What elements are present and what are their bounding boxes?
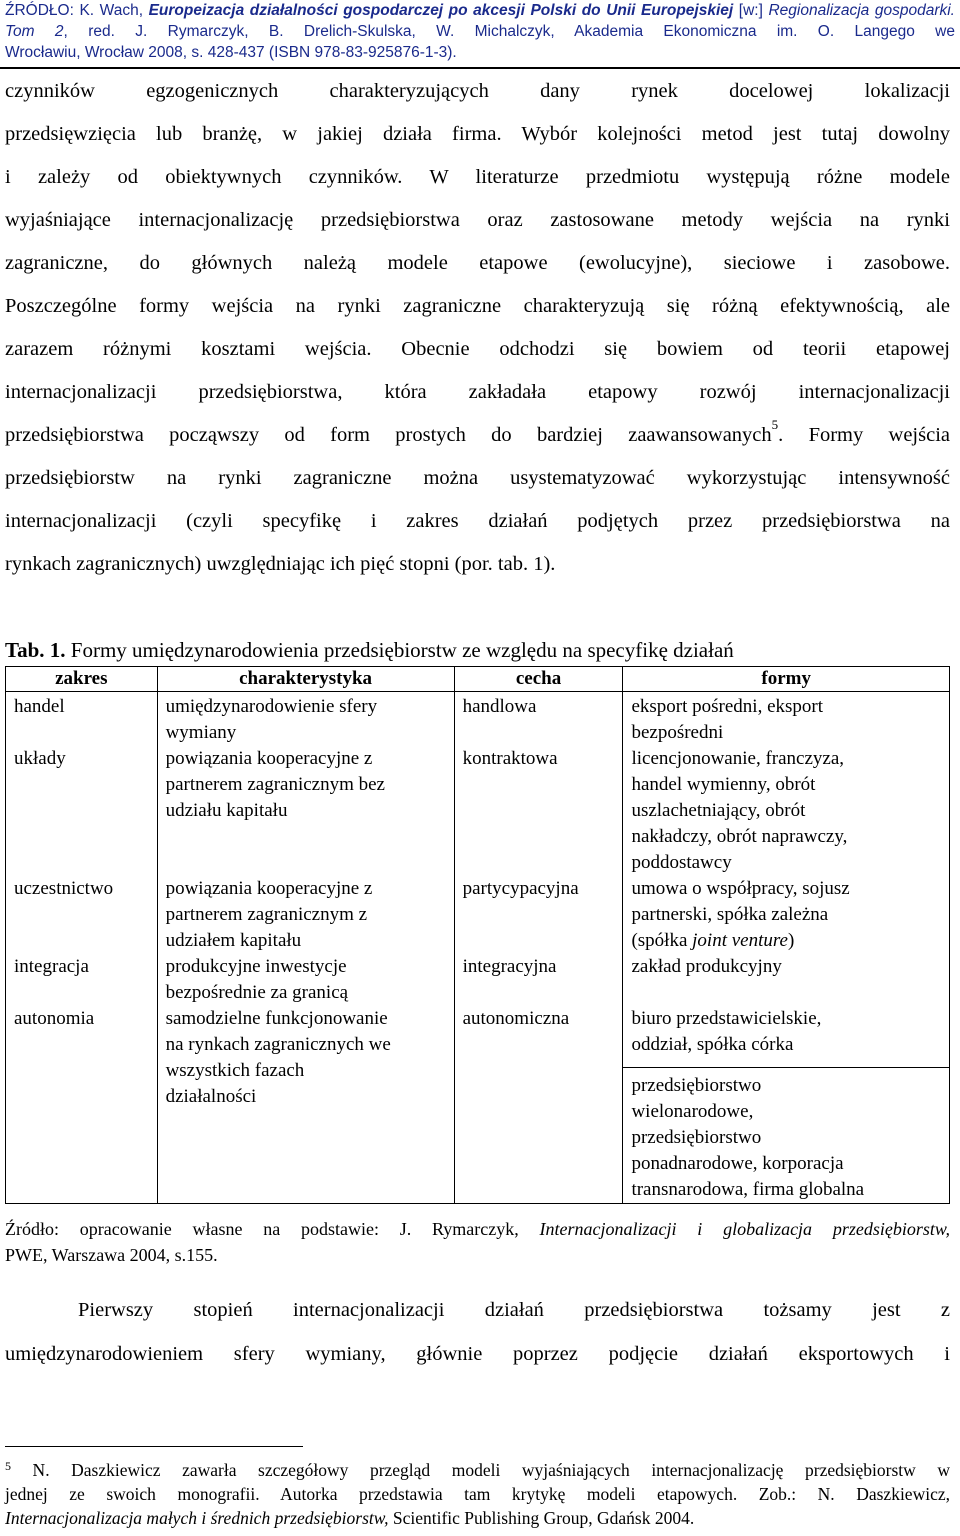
- cell-line: produkcyjne inwestycje: [165, 956, 347, 977]
- cell-formy: [623, 876, 950, 954]
- table-row: [6, 1006, 950, 1204]
- paragraph-line: internacjonalizacji (czyli specyfikę i zakres działań podjętych przez przedsiębiorstwa na: [5, 510, 950, 532]
- cell-text: (spółka: [631, 930, 693, 951]
- cell-line: samodzielne funkcjonowanie: [165, 1008, 388, 1029]
- table-row: [6, 954, 950, 1006]
- paragraph-line: przedsięwzięcia lub branżę, w jakiej działa firma. Wybór kolejności metod jest tutaj dowolny: [5, 123, 950, 145]
- table-row: [6, 692, 950, 747]
- cell-line: oddział, spółka córka: [631, 1034, 794, 1055]
- footnote-number: 5: [5, 1459, 11, 1473]
- paragraph-line: wyjaśniające internacjonalizację przedsiębiorstwa oraz zastosowane metody wejścia na rynki: [5, 209, 950, 231]
- cell-formy: [623, 692, 950, 747]
- cell-italic-text: joint venture: [692, 930, 788, 951]
- cell-line: eksport pośredni, eksport: [631, 696, 824, 717]
- cell-line: umowa o współpracy, sojusz: [631, 878, 850, 899]
- footnote-line: [5, 1506, 950, 1530]
- cell-line: zakład produkcyjny: [631, 956, 782, 977]
- source-prefix: ŹRÓDŁO: K. Wach,: [5, 2, 149, 19]
- table-source-line: [5, 1216, 950, 1242]
- cell-line: udziałem kapitału: [165, 930, 302, 951]
- cell-charakterystyka: [157, 1006, 454, 1204]
- line9-after: . Formy wejścia: [778, 424, 950, 446]
- cell-line: bezpośrednie za granicą: [165, 982, 349, 1003]
- paragraph-line: internacjonalizacji przedsiębiorstwa, która zakładała etapowy rozwój internacjonalizacji: [5, 381, 950, 403]
- cell-block: [623, 1006, 949, 1067]
- cell-cecha: handlowa: [454, 692, 623, 747]
- cell-cecha: autonomiczna: [454, 1006, 623, 1204]
- footnote-line: jednej ze swoich monografii. Autorka przedstawia tam krytykę modeli etapowych. Zob.: N. Daszkiewicz,: [5, 1484, 950, 1504]
- cell-line: wielonarodowe,: [631, 1101, 754, 1122]
- footnote-text: N. Daszkiewicz zawarła szczegółowy przegląd modeli wyjaśniających internacjonalizację przedsiębiorstw w: [11, 1460, 950, 1480]
- source-book-title: Regionalizacja gospodarki. Tom 2: [5, 2, 955, 40]
- cell-zakres: uczestnictwo: [6, 876, 158, 954]
- source-header: [5, 0, 955, 63]
- table-header-row: [6, 667, 950, 692]
- cell-line: działalności: [165, 1086, 257, 1107]
- header-zakres: zakres: [6, 667, 158, 692]
- cell-cecha: integracyjna: [454, 954, 623, 1006]
- source-in-marker: [w:]: [733, 2, 769, 19]
- cell-zakres: handel: [6, 692, 158, 747]
- paragraph-line: i zależy od obiektywnych czynników. W literaturze przedmiotu występują różne modele: [5, 166, 950, 188]
- table-source-line2: PWE, Warszawa 2004, s.155.: [5, 1245, 218, 1265]
- cell-line: transnarodowa, firma globalna: [631, 1179, 865, 1200]
- cell-formy: [623, 746, 950, 876]
- cell-line: partnerski, spółka zależna: [631, 904, 829, 925]
- paragraph-1: [5, 70, 950, 586]
- table-caption-text: Formy umiędzynarodowienia przedsiębiorstw ze względu na specyfikę działań: [65, 638, 734, 662]
- cell-cecha: partycypacyjna: [454, 876, 623, 954]
- cell-block: [623, 1067, 949, 1203]
- cell-line: powiązania kooperacyjne z: [165, 878, 373, 899]
- table-source: [5, 1216, 950, 1268]
- paragraph-line-footnote-ref: [5, 414, 950, 457]
- paragraph-line: przedsiębiorstw na rynki zagraniczne można usystematyzować wykorzystując intensywność: [5, 467, 950, 489]
- header-charakterystyka: charakterystyka: [157, 667, 454, 692]
- table-source-prefix: Źródło: opracowanie własne na podstawie: J. Rymarczyk,: [5, 1219, 540, 1239]
- forms-table: [5, 666, 950, 1204]
- header-rule: [0, 67, 960, 69]
- table-caption: [5, 636, 734, 664]
- cell-line: przedsiębiorstwo: [631, 1075, 762, 1096]
- table-caption-label: Tab. 1.: [5, 638, 66, 662]
- cell-line: licencjonowanie, franczyza,: [631, 748, 845, 769]
- cell-formy: [623, 954, 950, 1006]
- footnote: [5, 1458, 950, 1530]
- cell-line: partnerem zagranicznym bez: [165, 774, 385, 795]
- paragraph-2: [5, 1288, 950, 1376]
- table-row: [6, 746, 950, 876]
- cell-text: ): [788, 930, 795, 951]
- cell-line: poddostawcy: [631, 852, 732, 873]
- cell-line: wszystkich fazach: [165, 1060, 305, 1081]
- cell-line: na rynkach zagranicznych we: [165, 1034, 391, 1055]
- cell-line: powiązania kooperacyjne z: [165, 748, 373, 769]
- cell-line: bezpośredni: [631, 722, 724, 743]
- footnote-line: [5, 1458, 950, 1482]
- cell-charakterystyka: [157, 954, 454, 1006]
- paragraph-line: Poszczególne formy wejścia na rynki zagraniczne charakteryzują się różną efektywnością, ale: [5, 295, 950, 317]
- footnote-rule: [5, 1446, 303, 1447]
- header-formy: formy: [623, 667, 950, 692]
- paragraph-line: zarazem różnymi kosztami wejścia. Obecnie odchodzi się bowiem od teorii etapowej: [5, 338, 950, 360]
- cell-line: ponadnarodowe, korporacja: [631, 1153, 844, 1174]
- source-rest: , red. J. Rymarczyk, B. Drelich-Skulska, W. Michalczyk, Akademia Ekonomiczna im. O. Langego we: [63, 23, 955, 40]
- paragraph-line: zagraniczne, do głównych należą modele etapowe (ewolucyjne), sieciowe i zasobowe.: [5, 252, 950, 274]
- table-row: [6, 876, 950, 954]
- footnote-text: Scientific Publishing Group, Gdańsk 2004.: [388, 1508, 695, 1528]
- cell-line: udziału kapitału: [165, 800, 288, 821]
- header-cecha: cecha: [454, 667, 623, 692]
- cell-zakres: integracja: [6, 954, 158, 1006]
- cell-line: nakładczy, obrót naprawczy,: [631, 826, 848, 847]
- paragraph-line: umiędzynarodowieniem sfery wymiany, głównie poprzez podjęcie działań eksportowych i: [5, 1343, 950, 1365]
- cell-line: umiędzynarodowienie sfery: [165, 696, 378, 717]
- cell-zakres: układy: [6, 746, 158, 876]
- source-line3: Wrocławiu, Wrocław 2008, s. 428-437 (ISBN 978-83-925876-1-3).: [5, 44, 457, 61]
- cell-line: wymiany: [165, 722, 237, 743]
- cell-line: [631, 928, 949, 954]
- source-article-title: Europeizacja działalności gospodarczej po akcesji Polski do Unii Europejskiej: [148, 2, 734, 19]
- paragraph-line: rynkach zagranicznych) uwzględniając ich pięć stopni (por. tab. 1).: [5, 553, 556, 575]
- cell-line: biuro przedstawicielskie,: [631, 1008, 822, 1029]
- cell-line: uszlachetniający, obrót: [631, 800, 806, 821]
- footnote-ref[interactable]: 5: [771, 417, 779, 432]
- cell-cecha: kontraktowa: [454, 746, 623, 876]
- paragraph-line: Pierwszy stopień internacjonalizacji działań przedsiębiorstwa tożsamy jest z: [78, 1299, 950, 1321]
- table-source-title: Internacjonalizacji i globalizacja przedsiębiorstw,: [539, 1219, 951, 1239]
- cell-formy: [623, 1006, 950, 1204]
- paragraph-line: czynników egzogenicznych charakteryzujących dany rynek docelowej lokalizacji: [5, 80, 950, 102]
- cell-charakterystyka: [157, 876, 454, 954]
- cell-zakres: autonomia: [6, 1006, 158, 1204]
- line9-before: przedsiębiorstwa począwszy od form prostych do bardziej zaawansowanych: [5, 424, 772, 446]
- cell-line: partnerem zagranicznym z: [165, 904, 368, 925]
- cell-charakterystyka: [157, 746, 454, 876]
- cell-line: handel wymienny, obrót: [631, 774, 816, 795]
- cell-charakterystyka: [157, 692, 454, 747]
- cell-line: przedsiębiorstwo: [631, 1127, 762, 1148]
- footnote-book-title: Internacjonalizacja małych i średnich przedsiębiorstw,: [5, 1508, 389, 1528]
